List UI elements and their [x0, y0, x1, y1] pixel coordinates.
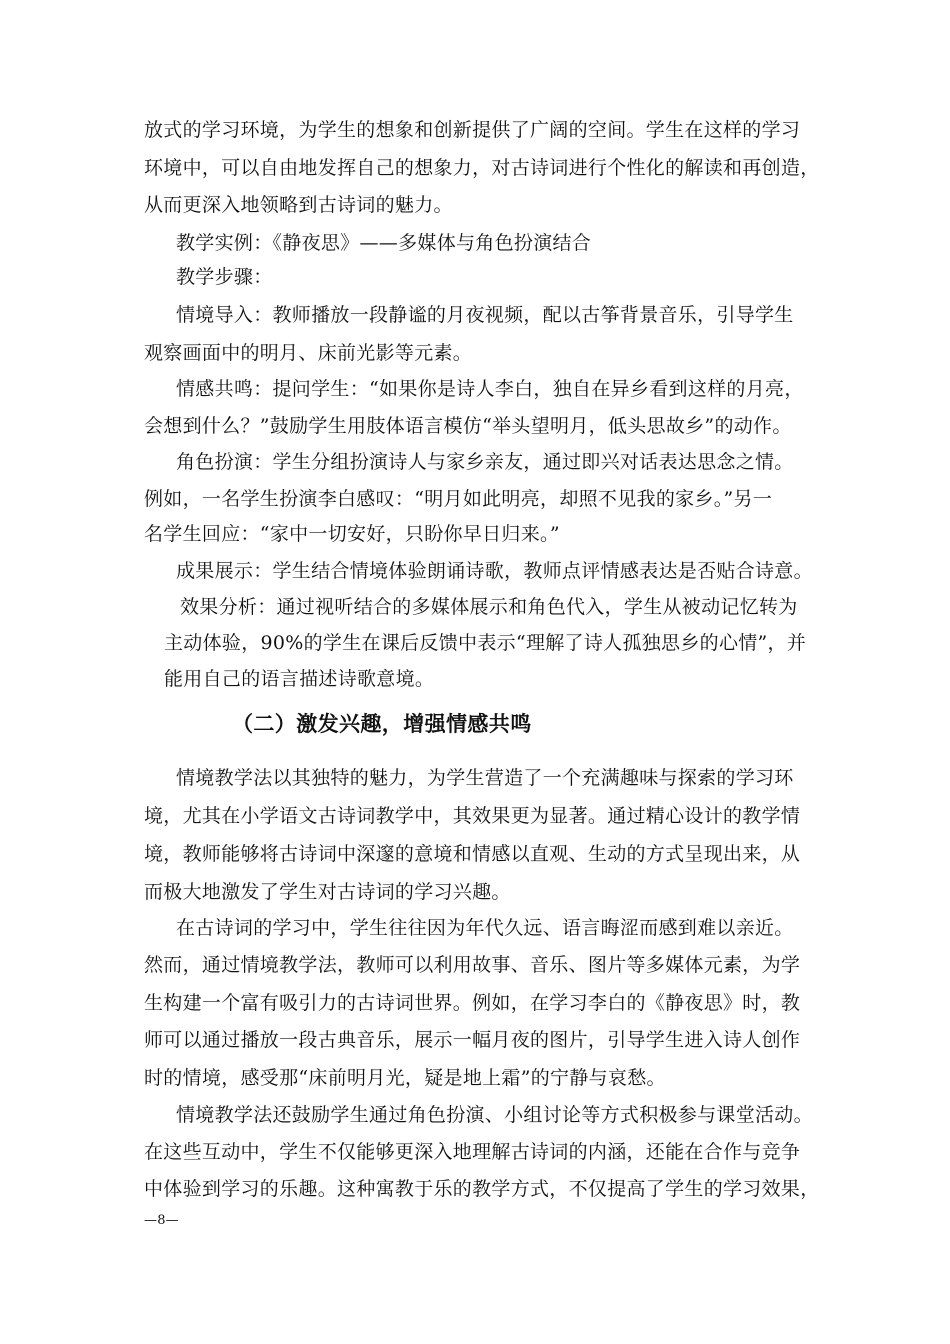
paragraph-line: 会想到什么？”鼓励学生用肢体语言模仿“举头望明月，低头思故乡”的动作。 — [144, 415, 792, 437]
paragraph-line: 中体验到学习的乐趣。这种寓教于乐的教学方式，不仅提高了学生的学习效果， — [144, 1178, 820, 1200]
paragraph-line: 师可以通过播放一段古典音乐，展示一幅月夜的图片，引导学生进入诗人创作 — [144, 1029, 801, 1051]
step-context-intro: 情境导入：教师播放一段静谧的月夜视频，配以古筝背景音乐，引导学生 — [176, 304, 794, 326]
paragraph-line: 时的情境，感受那“床前明月光，疑是地上霜”的宁静与哀愁。 — [144, 1067, 666, 1089]
page-number: —8— — [144, 1213, 179, 1228]
paragraph-line: 从而更深入地领略到古诗词的魅力。 — [144, 194, 453, 216]
paragraph-line: 例如，一名学生扮演李白感叹：“明月如此明亮，却照不见我的家乡。”另一 — [144, 488, 773, 510]
paragraph-line: 在古诗词的学习中，学生往往因为年代久远、语言晦涩而感到难以亲近。 — [176, 917, 794, 939]
step-role-play: 角色扮演：学生分组扮演诗人与家乡亲友，通过即兴对话表达思念之情。 — [176, 451, 794, 473]
effect-analysis: 效果分析：通过视听结合的多媒体展示和角色代入，学生从被动记忆转为 — [180, 596, 798, 618]
paragraph-line: 而极大地激发了学生对古诗词的学习兴趣。 — [144, 881, 511, 903]
section-heading: （二）激发兴趣，增强情感共鸣 — [232, 712, 532, 736]
paragraph-line: 然而，通过情境教学法，教师可以利用故事、音乐、图片等多媒体元素，为学 — [144, 954, 801, 976]
step-result-display: 成果展示：学生结合情境体验朗诵诗歌，教师点评情感表达是否贴合诗意。 — [176, 560, 813, 582]
paragraph-line: 能用自己的语言描述诗歌意境。 — [164, 668, 435, 690]
paragraph-line: 观察画面中的明月、床前光影等元素。 — [144, 342, 473, 364]
paragraph-line: 生构建一个富有吸引力的古诗词世界。例如，在学习李白的《静夜思》时，教 — [144, 992, 801, 1014]
paragraph-line: 情境教学法还鼓励学生通过角色扮演、小组讨论等方式积极参与课堂活动。 — [176, 1104, 813, 1126]
paragraph-line: 名学生回应：“家中一切安好，只盼你早日归来。” — [144, 523, 560, 545]
paragraph-line: 放式的学习环境，为学生的想象和创新提供了广阔的空间。学生在这样的学习 — [144, 119, 801, 141]
example-title: 教学实例：《静夜思》——多媒体与角色扮演结合 — [176, 232, 592, 254]
paragraph-line: 在这些互动中，学生不仅能够更深入地理解古诗词的内涵，还能在合作与竞争 — [144, 1141, 801, 1163]
paragraph-line: 境，尤其在小学语文古诗词教学中，其效果更为显著。通过精心设计的教学情 — [144, 805, 801, 827]
paragraph-line: 主动体验，90%的学生在课后反馈中表示“理解了诗人孤独思乡的心情”，并 — [164, 632, 807, 654]
paragraph-line: 环境中，可以自由地发挥自己的想象力，对古诗词进行个性化的解读和再创造， — [144, 157, 820, 179]
paragraph-line: 境，教师能够将古诗词中深邃的意境和情感以直观、生动的方式呈现出来，从 — [144, 843, 801, 865]
paragraph-line: 情境教学法以其独特的魅力，为学生营造了一个充满趣味与探索的学习环 — [176, 767, 794, 789]
steps-label: 教学步骤： — [176, 266, 273, 288]
step-emotional-resonance: 情感共鸣：提问学生：“如果你是诗人李白，独自在异乡看到这样的月亮， — [176, 378, 804, 400]
